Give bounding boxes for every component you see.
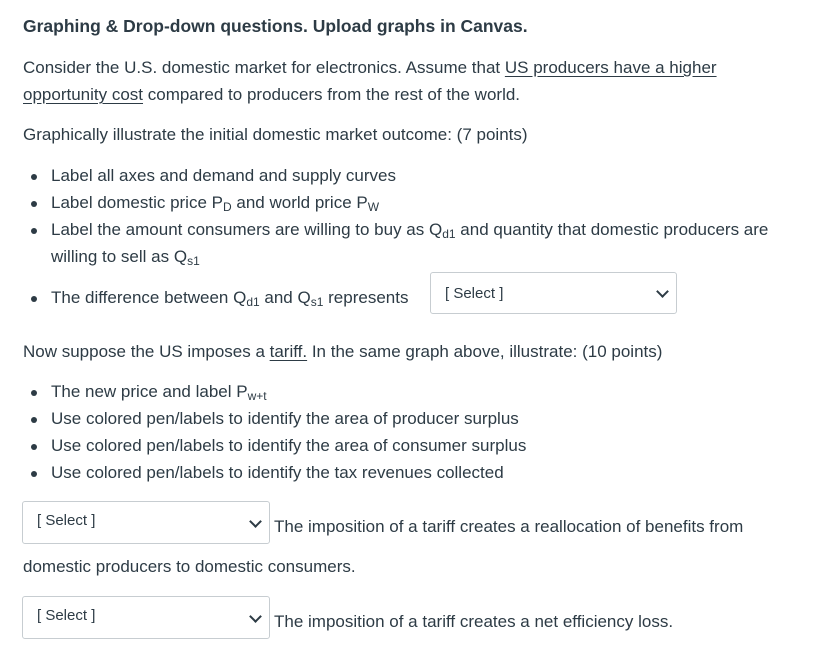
bullet-dot — [31, 201, 37, 207]
part1-bullet-3-line-1 — [51, 220, 768, 240]
part1-heading: Graphically illustrate the initial domestic market outcome: (7 points) — [23, 125, 528, 144]
chevron-down-icon — [656, 285, 669, 298]
chevron-down-icon — [249, 610, 262, 623]
part1-bullet-4 — [51, 288, 408, 308]
part2-bullet-4: Use colored pen/labels to identify the tax revenues collected — [51, 463, 504, 482]
difference-select[interactable] — [430, 272, 677, 314]
part1-bullet-3-line-2 — [51, 247, 200, 267]
bullet-text: and world price P — [231, 193, 368, 212]
bullet-text: represents — [323, 288, 409, 307]
bullet-text: The difference between Q — [51, 288, 247, 307]
subscript: s1 — [187, 254, 200, 268]
subscript: W — [367, 200, 380, 214]
intro-suffix: compared to producers from the rest of the world. — [143, 85, 521, 104]
bullet-dot — [31, 417, 37, 423]
select-value: [ Select ] — [445, 285, 504, 302]
bullet-dot — [31, 228, 37, 234]
bullet-dot — [31, 174, 37, 180]
bullet-text: willing to sell as Q — [51, 247, 188, 266]
bullet-text: The new price and label P — [51, 382, 248, 401]
subscript: D — [222, 200, 232, 214]
bullet-dot — [31, 444, 37, 450]
chevron-down-icon — [249, 515, 262, 528]
q1-text-line-1: The imposition of a tariff creates a reallocation of benefits from — [274, 517, 744, 536]
bullet-text: and quantity that domestic producers are — [455, 220, 769, 239]
part1-bullet-2 — [51, 193, 379, 213]
part2-bullet-1 — [51, 382, 267, 402]
bullet-dot — [31, 296, 37, 302]
subscript: s1 — [310, 295, 324, 309]
efficiency-loss-select[interactable] — [22, 596, 270, 639]
intro-link-2[interactable]: opportunity cost — [23, 85, 144, 104]
part2-bullet-2: Use colored pen/labels to identify the area of producer surplus — [51, 409, 519, 428]
part2-bullet-3: Use colored pen/labels to identify the area of consumer surplus — [51, 436, 527, 455]
part2-heading — [23, 342, 662, 362]
intro-line-2 — [23, 85, 520, 105]
subscript: w+t — [247, 389, 267, 403]
bullet-text: Label domestic price P — [51, 193, 223, 212]
tariff-link[interactable]: tariff. — [269, 342, 308, 361]
bullet-text: and Q — [259, 288, 311, 307]
subscript: d1 — [442, 227, 456, 241]
bullet-text: Label the amount consumers are willing to buy as Q — [51, 220, 443, 239]
intro-line-1 — [23, 58, 717, 78]
select-value: [ Select ] — [37, 607, 96, 624]
page-title: Graphing & Drop-down questions. Upload graphs in Canvas. — [23, 16, 528, 36]
bullet-dot — [31, 471, 37, 477]
heading-text: In the same graph above, illustrate: (10 points) — [307, 342, 663, 361]
q1-text-line-2: domestic producers to domestic consumers. — [23, 557, 356, 576]
intro-prefix: Consider the U.S. domestic market for electronics. Assume that — [23, 58, 505, 77]
part1-bullet-1: Label all axes and demand and supply curves — [51, 166, 396, 185]
select-value: [ Select ] — [37, 512, 96, 529]
bullet-dot — [31, 390, 37, 396]
reallocation-select[interactable] — [22, 501, 270, 544]
q2-text: The imposition of a tariff creates a net efficiency loss. — [274, 612, 674, 631]
intro-link-1[interactable]: US producers have a higher — [504, 58, 717, 77]
subscript: d1 — [246, 295, 260, 309]
heading-text: Now suppose the US imposes a — [23, 342, 270, 361]
